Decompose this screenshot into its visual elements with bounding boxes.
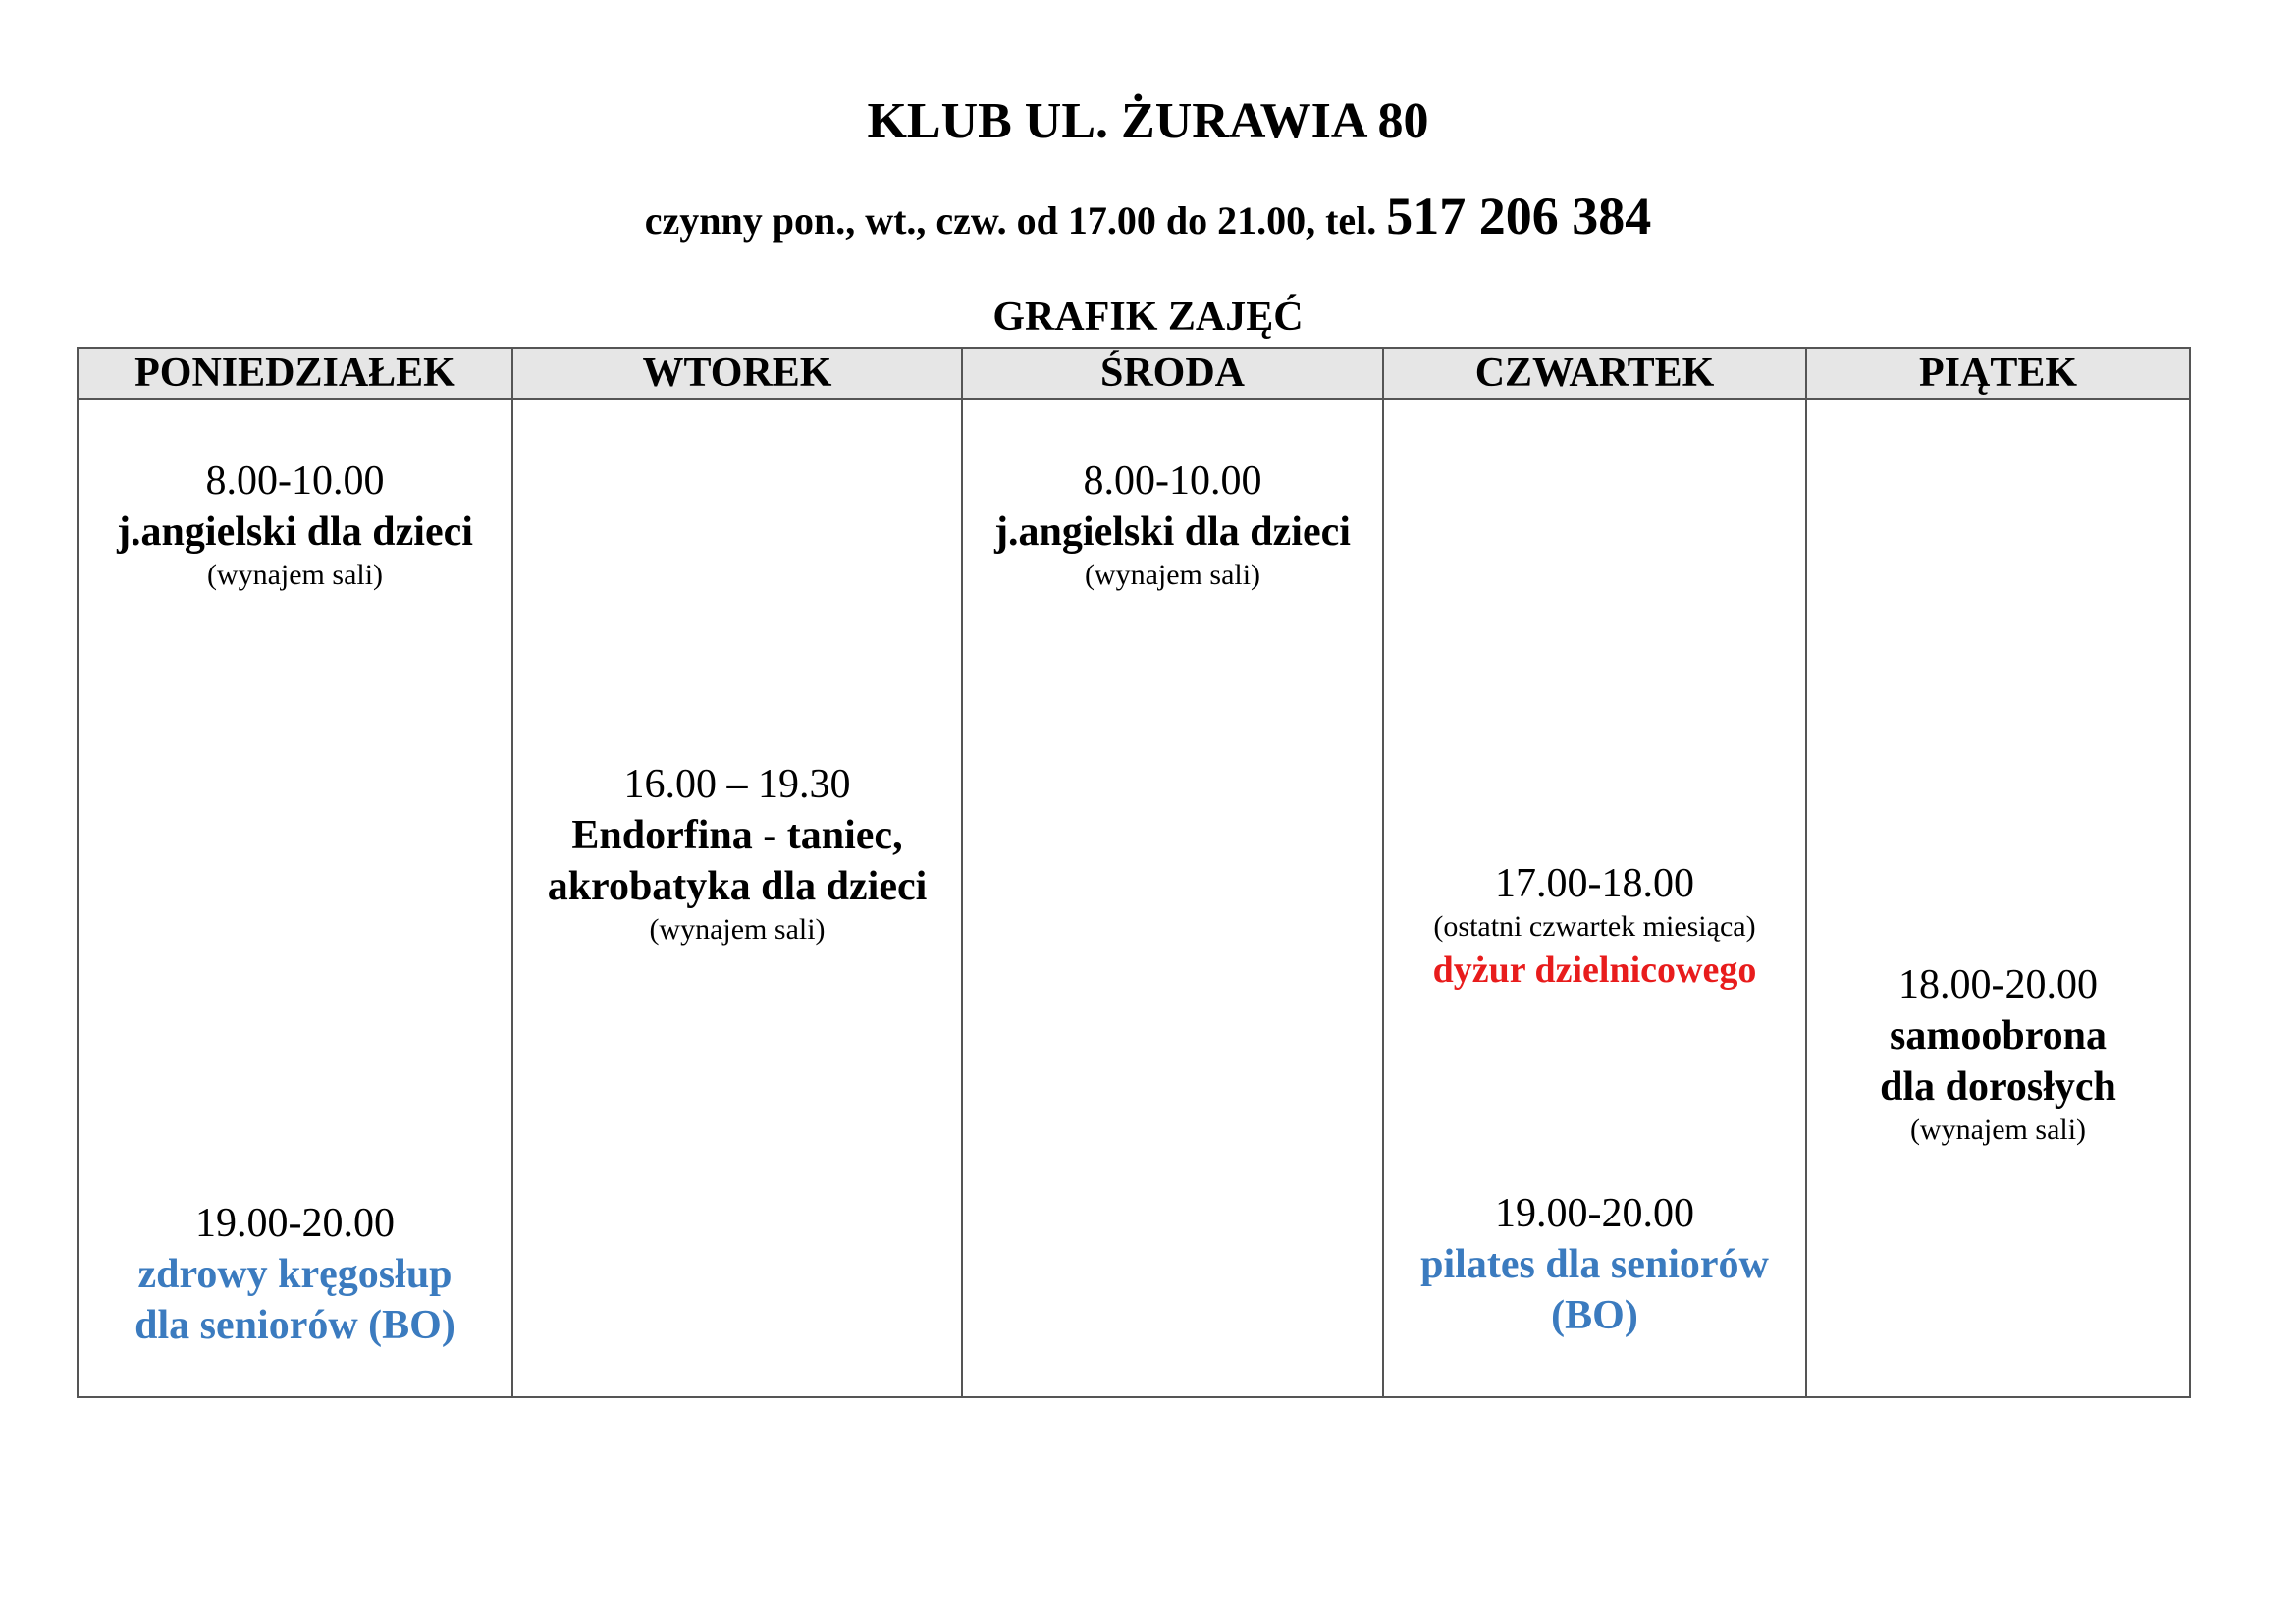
entry-time: 17.00-18.00 [1495, 861, 1694, 906]
page-title: KLUB UL. ŻURAWIA 80 [867, 93, 1429, 149]
entry-note: (wynajem sali) [1084, 559, 1261, 591]
friday-selfdefense-entry [1807, 959, 2189, 1148]
day-column-monday [78, 399, 512, 1397]
entry-time: 8.00-10.00 [205, 459, 385, 504]
day-column-tuesday [512, 399, 962, 1397]
tuesday-endorfina-entry [513, 759, 961, 947]
entry-activity: samoobrona [1890, 1013, 2107, 1058]
entry-note: (wynajem sali) [1909, 1113, 2087, 1146]
day-header-monday: PONIEDZIAŁEK [78, 348, 512, 399]
entry-activity: Endorfina - taniec, [571, 813, 903, 858]
entry-activity: zdrowy kręgosłup [137, 1252, 453, 1297]
entry-activity: pilates dla seniorów [1420, 1242, 1769, 1287]
entry-activity: (BO) [1551, 1293, 1638, 1338]
entry-time: 18.00-20.00 [1898, 962, 2098, 1007]
entry-activity: j.angielski dla dzieci [994, 510, 1351, 555]
entry-note: (wynajem sali) [649, 913, 826, 946]
schedule-header-row [78, 348, 2190, 399]
entry-activity: akrobatyka dla dzieci [547, 864, 928, 909]
opening-hours [0, 185, 2296, 248]
entry-activity: dyżur dzielnicowego [1432, 949, 1757, 991]
entry-time: 19.00-20.00 [195, 1201, 395, 1246]
opening-hours-text: czynny pon., wt., czw. od 17.00 do 21.00, tel. [644, 198, 1377, 243]
day-header-thursday: CZWARTEK [1383, 348, 1806, 399]
day-header-wednesday: ŚRODA [962, 348, 1383, 399]
day-column-friday [1806, 399, 2190, 1397]
entry-activity: j.angielski dla dzieci [117, 510, 473, 555]
schedule-table [77, 347, 2191, 1398]
day-column-wednesday [962, 399, 1383, 1397]
schedule-title: GRAFIK ZAJĘĆ [992, 295, 1304, 340]
wednesday-english-entry [963, 456, 1382, 593]
day-column-thursday [1383, 399, 1806, 1397]
day-header-friday: PIĄTEK [1806, 348, 2190, 399]
entry-activity: dla dorosłych [1880, 1064, 2116, 1110]
phone-number: 517 206 384 [1386, 187, 1652, 245]
entry-time: 8.00-10.00 [1083, 459, 1262, 504]
entry-time: 16.00 – 19.30 [623, 762, 851, 807]
thursday-police-entry [1384, 858, 1805, 996]
day-header-tuesday: WTOREK [512, 348, 962, 399]
monday-english-entry [79, 456, 511, 593]
entry-activity: dla seniorów (BO) [134, 1303, 455, 1348]
schedule-body-row [78, 399, 2190, 1397]
thursday-pilates-entry [1384, 1188, 1805, 1341]
entry-note: (ostatni czwartek miesiąca) [1433, 910, 1756, 943]
entry-note: (wynajem sali) [206, 559, 384, 591]
entry-time: 19.00-20.00 [1495, 1191, 1694, 1236]
monday-spine-entry [79, 1198, 511, 1351]
